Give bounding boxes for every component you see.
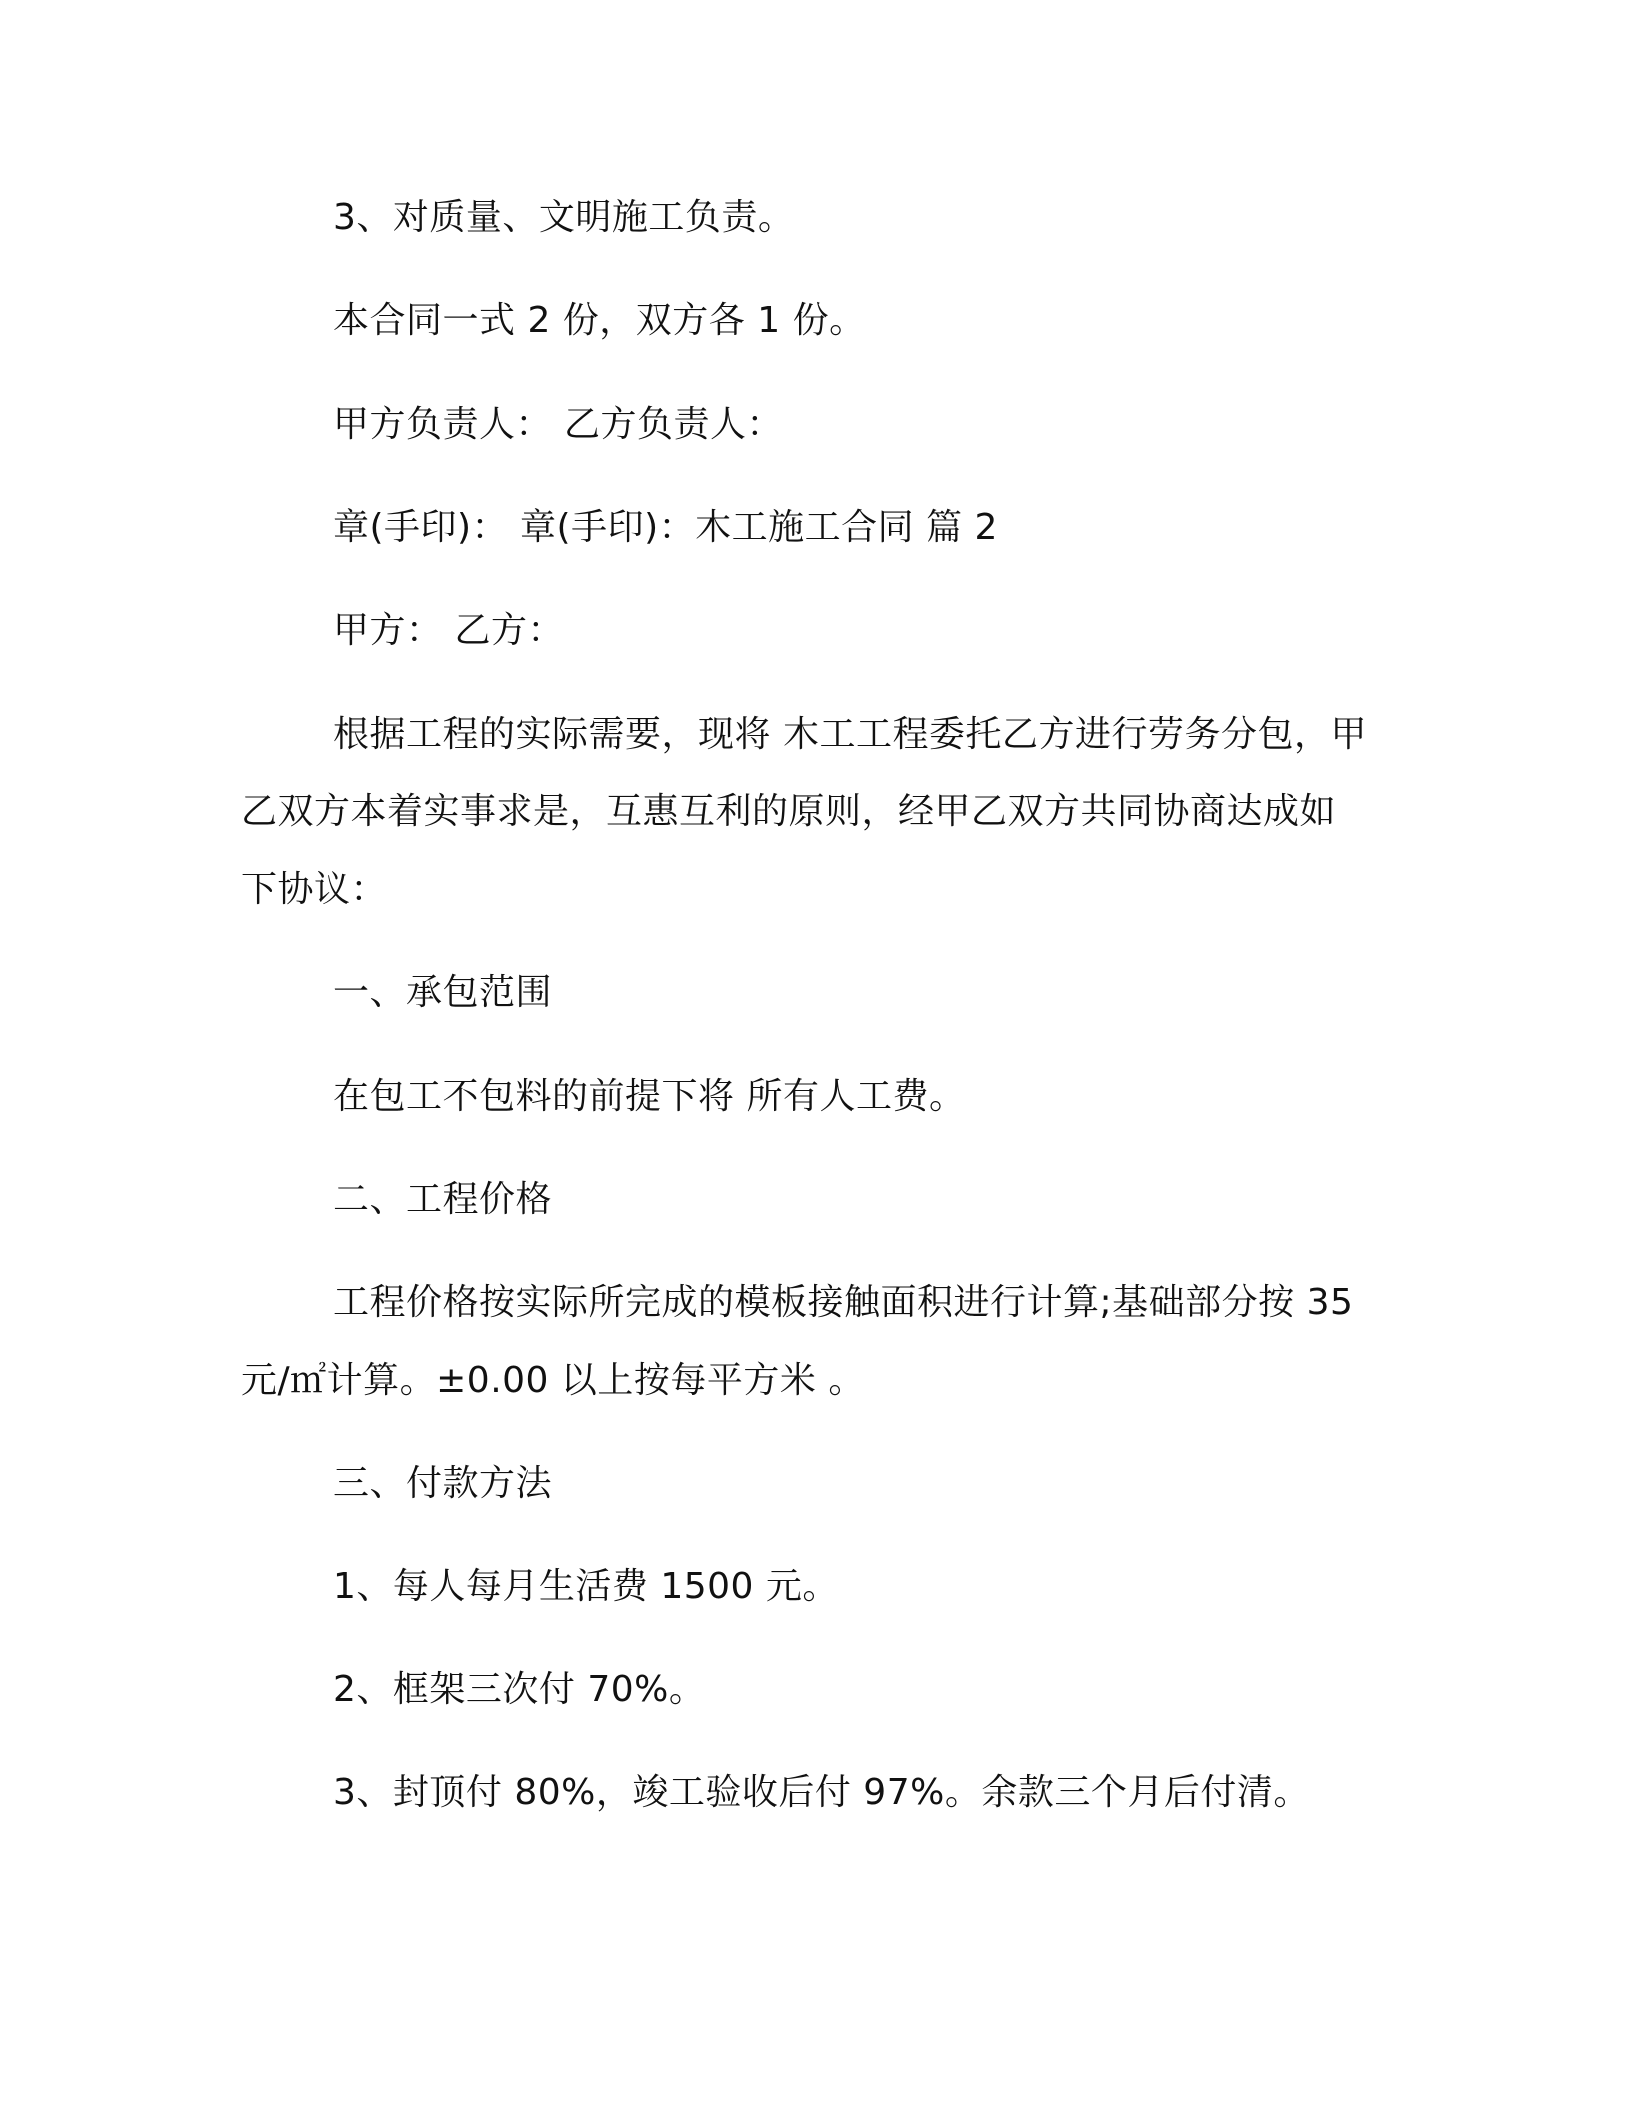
preamble-line-3: 下协议： [241,869,388,910]
preamble-line-1: 根据工程的实际需要，现将 木工工程委托乙方进行劳务分包，甲 [333,714,1367,755]
payment-item-3: 3、封顶付 80%，竣工验收后付 97%。余款三个月后付清。 [333,1772,1310,1813]
payment-item-2: 2、框架三次付 70%。 [333,1669,706,1710]
price-text-line-2: 元/㎡计算。±0.00 以上按每平方米 。 [241,1360,865,1401]
responsible-persons-line: 甲方负责人： 乙方负责人： [333,404,783,445]
seal-line-and-contract-title: 章(手印)： 章(手印)：木工施工合同 篇 2 [333,507,998,548]
price-text-line-1: 工程价格按实际所完成的模板接触面积进行计算;基础部分按 35 [333,1282,1354,1323]
section-heading-payment: 三、付款方法 [333,1463,553,1504]
copies-statement: 本合同一式 2 份，双方各 1 份。 [333,300,866,341]
scope-text: 在包工不包料的前提下将 所有人工费。 [333,1076,966,1117]
clause-quality-responsibility: 3、对质量、文明施工负责。 [333,197,795,238]
section-heading-scope: 一、承包范围 [333,972,553,1013]
parties-line: 甲方： 乙方： [333,610,564,651]
preamble-line-2: 乙双方本着实事求是，互惠互利的原则，经甲乙双方共同协商达成如 [241,791,1337,832]
section-heading-price: 二、工程价格 [333,1179,553,1220]
payment-item-1: 1、每人每月生活费 1500 元。 [333,1566,839,1607]
